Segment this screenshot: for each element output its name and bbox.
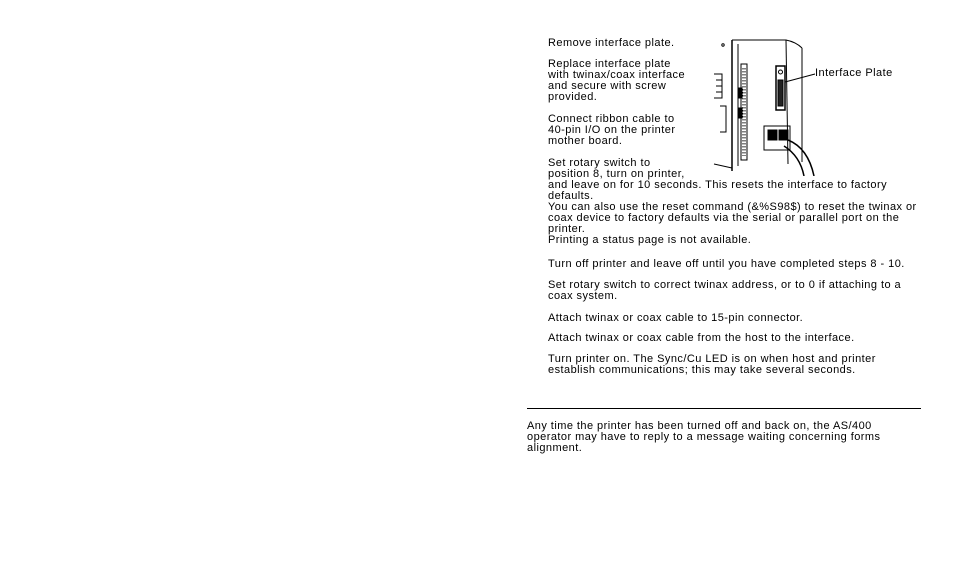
step-line: Connect ribbon cable to	[548, 113, 675, 125]
step-line: You can also use the reset command (&%S98$) to reset the twinax or	[548, 201, 917, 213]
note-line: Any time the printer has been turned off and back on, the AS/400	[527, 420, 872, 432]
step-line: 40-pin I/O on the printer	[548, 124, 676, 136]
step-line: Remove interface plate.	[548, 37, 675, 49]
step-line: Attach twinax or coax cable from the host to the interface.	[548, 332, 855, 344]
step-line: Printing a status page is not available.	[548, 234, 752, 246]
printer-interface-illustration	[712, 36, 827, 176]
step-remove-plate	[548, 38, 675, 49]
step-line: Set rotary switch to	[548, 157, 651, 169]
step-line: establish communications; this may take several seconds.	[548, 364, 856, 376]
as400-note	[527, 421, 880, 454]
step-line: Replace interface plate	[548, 58, 671, 70]
step-line: printer.	[548, 223, 586, 235]
step-line: and secure with screw	[548, 80, 667, 92]
step-line: and leave on for 10 seconds. This resets the interface to factory	[548, 179, 888, 191]
note-line: alignment.	[527, 442, 583, 454]
step-line: Attach twinax or coax cable to 15-pin connector.	[548, 312, 804, 324]
step-line: Set rotary switch to correct twinax address, or to 0 if attaching to a	[548, 279, 902, 291]
step-line: position 8, turn on printer,	[548, 168, 685, 180]
step-line: coax device to factory defaults via the serial or parallel port on the	[548, 212, 900, 224]
step-attach-host	[548, 333, 855, 344]
step-replace-plate	[548, 59, 685, 103]
interface-plate-label: Interface Plate	[815, 67, 893, 79]
step-line: coax system.	[548, 290, 618, 302]
step-connect-ribbon	[548, 114, 675, 147]
section-divider	[527, 408, 921, 409]
note-line: operator may have to reply to a message waiting concerning forms	[527, 431, 881, 443]
step-line: Turn printer on. The Sync/Cu LED is on when host and printer	[548, 353, 876, 365]
step-line: Turn off printer and leave off until you have completed steps 8 - 10.	[548, 258, 905, 270]
step-attach-connector	[548, 313, 803, 324]
step-set-address	[548, 280, 901, 302]
step-turn-on	[548, 354, 876, 376]
step-line: provided.	[548, 91, 598, 103]
step-line: mother board.	[548, 135, 623, 147]
step-line: with twinax/coax interface	[548, 69, 686, 81]
step-turn-off	[548, 259, 905, 270]
step-line: defaults.	[548, 190, 594, 202]
